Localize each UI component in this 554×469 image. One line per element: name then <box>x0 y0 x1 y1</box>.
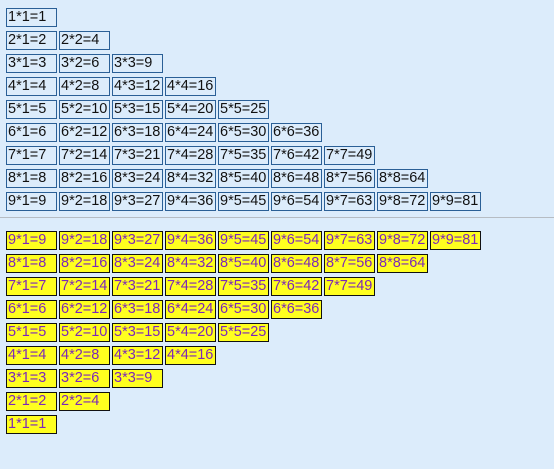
top-table-cell: 2*2=4 <box>59 31 110 50</box>
bottom-table-cell: 7*7=49 <box>324 277 375 296</box>
top-table-cell: 8*6=48 <box>271 169 322 188</box>
bottom-table-cell: 7*5=35 <box>218 277 269 296</box>
bottom-table-cell: 8*8=64 <box>377 254 428 273</box>
bottom-table-cell: 8*3=24 <box>112 254 163 273</box>
top-table-cell: 8*5=40 <box>218 169 269 188</box>
bottom-table-cell: 4*4=16 <box>165 346 216 365</box>
top-table-cell: 7*2=14 <box>59 146 110 165</box>
bottom-table-row <box>6 369 481 390</box>
bottom-table-row <box>6 277 481 298</box>
top-table-cell: 3*2=6 <box>59 54 110 73</box>
top-table-cell: 9*1=9 <box>6 192 57 211</box>
top-table-cell: 4*3=12 <box>112 77 163 96</box>
top-table-cell: 9*3=27 <box>112 192 163 211</box>
bottom-table-cell: 7*6=42 <box>271 277 322 296</box>
top-table-cell: 7*3=21 <box>112 146 163 165</box>
top-table-row <box>6 31 481 52</box>
bottom-table-cell: 8*5=40 <box>218 254 269 273</box>
bottom-table-cell: 9*3=27 <box>112 231 163 250</box>
bottom-table-cell: 6*6=36 <box>271 300 322 319</box>
horizontal-divider <box>0 217 554 218</box>
top-table-cell: 3*1=3 <box>6 54 57 73</box>
top-table-cell: 7*6=42 <box>271 146 322 165</box>
top-table-cell: 9*9=81 <box>430 192 481 211</box>
bottom-table-cell: 4*1=4 <box>6 346 57 365</box>
bottom-table-row <box>6 300 481 321</box>
top-table-cell: 5*5=25 <box>218 100 269 119</box>
multiplication-table-descending <box>6 231 481 438</box>
bottom-table-cell: 6*3=18 <box>112 300 163 319</box>
top-table-row <box>6 146 481 167</box>
bottom-table-cell: 1*1=1 <box>6 415 57 434</box>
top-table-cell: 5*3=15 <box>112 100 163 119</box>
bottom-table-row <box>6 231 481 252</box>
bottom-table-cell: 9*8=72 <box>377 231 428 250</box>
top-table-cell: 6*3=18 <box>112 123 163 142</box>
top-table-cell: 8*3=24 <box>112 169 163 188</box>
bottom-table-cell: 4*3=12 <box>112 346 163 365</box>
top-table-row <box>6 77 481 98</box>
top-table-cell: 7*7=49 <box>324 146 375 165</box>
bottom-table-cell: 9*7=63 <box>324 231 375 250</box>
bottom-table-cell: 6*2=12 <box>59 300 110 319</box>
bottom-table-cell: 5*2=10 <box>59 323 110 342</box>
top-table-cell: 2*1=2 <box>6 31 57 50</box>
bottom-table-cell: 9*1=9 <box>6 231 57 250</box>
top-table-cell: 9*4=36 <box>165 192 216 211</box>
top-table-cell: 9*5=45 <box>218 192 269 211</box>
top-table-cell: 1*1=1 <box>6 8 57 27</box>
top-table-row <box>6 192 481 213</box>
top-table-cell: 6*6=36 <box>271 123 322 142</box>
bottom-table-cell: 5*5=25 <box>218 323 269 342</box>
bottom-table-cell: 5*4=20 <box>165 323 216 342</box>
top-table-cell: 8*2=16 <box>59 169 110 188</box>
bottom-table-cell: 6*5=30 <box>218 300 269 319</box>
top-table-cell: 4*1=4 <box>6 77 57 96</box>
bottom-table-row <box>6 346 481 367</box>
top-table-cell: 3*3=9 <box>112 54 163 73</box>
bottom-table-cell: 4*2=8 <box>59 346 110 365</box>
bottom-table-cell: 7*1=7 <box>6 277 57 296</box>
top-table-cell: 9*2=18 <box>59 192 110 211</box>
bottom-table-row <box>6 254 481 275</box>
multiplication-table-ascending <box>6 8 481 215</box>
bottom-table-cell: 7*2=14 <box>59 277 110 296</box>
top-table-row <box>6 169 481 190</box>
bottom-table-cell: 3*1=3 <box>6 369 57 388</box>
top-table-cell: 9*6=54 <box>271 192 322 211</box>
bottom-table-cell: 8*6=48 <box>271 254 322 273</box>
top-table-cell: 6*2=12 <box>59 123 110 142</box>
bottom-table-cell: 9*2=18 <box>59 231 110 250</box>
bottom-table-cell: 7*4=28 <box>165 277 216 296</box>
bottom-table-cell: 2*1=2 <box>6 392 57 411</box>
top-table-cell: 8*1=8 <box>6 169 57 188</box>
top-table-cell: 5*2=10 <box>59 100 110 119</box>
top-table-cell: 5*1=5 <box>6 100 57 119</box>
bottom-table-row <box>6 323 481 344</box>
top-table-cell: 8*8=64 <box>377 169 428 188</box>
top-table-cell: 9*7=63 <box>324 192 375 211</box>
bottom-table-cell: 6*4=24 <box>165 300 216 319</box>
bottom-table-cell: 5*1=5 <box>6 323 57 342</box>
bottom-table-cell: 8*7=56 <box>324 254 375 273</box>
bottom-table-cell: 5*3=15 <box>112 323 163 342</box>
top-table-cell: 8*4=32 <box>165 169 216 188</box>
top-table-row <box>6 100 481 121</box>
top-table-cell: 4*2=8 <box>59 77 110 96</box>
bottom-table-cell: 3*2=6 <box>59 369 110 388</box>
top-table-cell: 6*4=24 <box>165 123 216 142</box>
top-table-cell: 4*4=16 <box>165 77 216 96</box>
bottom-table-cell: 3*3=9 <box>112 369 163 388</box>
top-table-cell: 9*8=72 <box>377 192 428 211</box>
top-table-cell: 7*4=28 <box>165 146 216 165</box>
bottom-table-cell: 2*2=4 <box>59 392 110 411</box>
top-table-cell: 5*4=20 <box>165 100 216 119</box>
top-table-row <box>6 54 481 75</box>
top-table-cell: 6*1=6 <box>6 123 57 142</box>
top-table-cell: 7*1=7 <box>6 146 57 165</box>
bottom-table-cell: 8*2=16 <box>59 254 110 273</box>
top-table-cell: 6*5=30 <box>218 123 269 142</box>
bottom-table-row <box>6 392 481 413</box>
top-table-row <box>6 123 481 144</box>
bottom-table-row <box>6 415 481 436</box>
bottom-table-cell: 8*1=8 <box>6 254 57 273</box>
bottom-table-cell: 7*3=21 <box>112 277 163 296</box>
top-table-cell: 7*5=35 <box>218 146 269 165</box>
bottom-table-cell: 9*5=45 <box>218 231 269 250</box>
bottom-table-cell: 8*4=32 <box>165 254 216 273</box>
top-table-cell: 8*7=56 <box>324 169 375 188</box>
bottom-table-cell: 9*6=54 <box>271 231 322 250</box>
bottom-table-cell: 6*1=6 <box>6 300 57 319</box>
top-table-row <box>6 8 481 29</box>
bottom-table-cell: 9*9=81 <box>430 231 481 250</box>
bottom-table-cell: 9*4=36 <box>165 231 216 250</box>
